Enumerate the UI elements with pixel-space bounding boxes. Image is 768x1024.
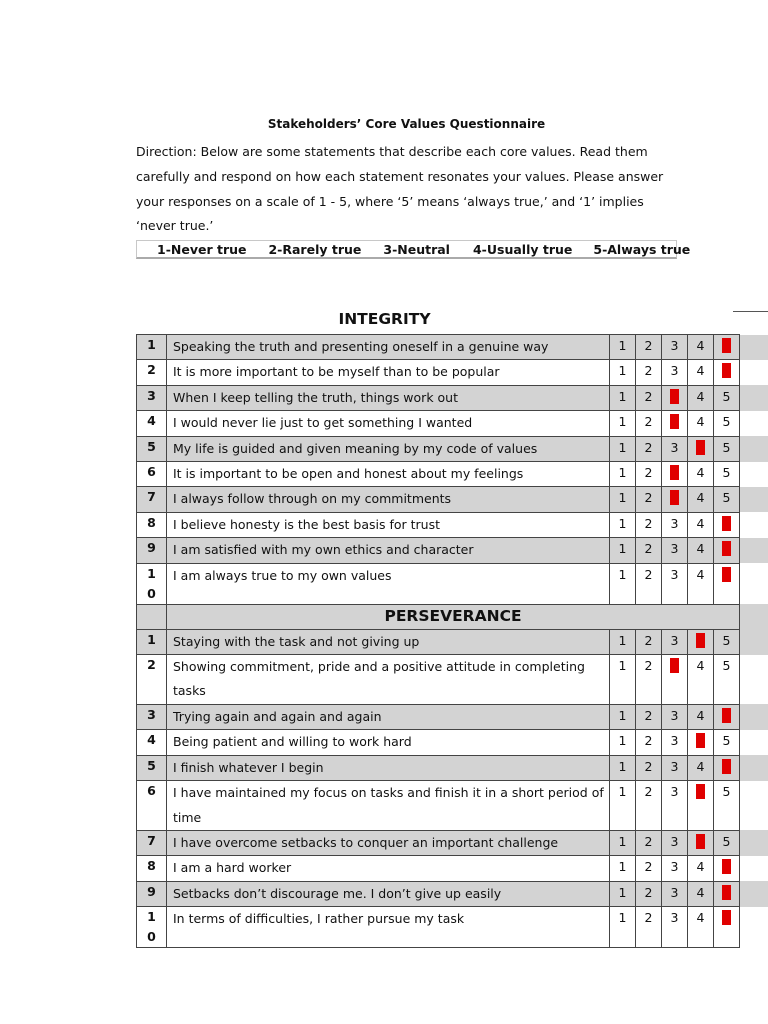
rating-option-2[interactable]: [636, 655, 662, 705]
rating-option-5[interactable]: [714, 730, 740, 755]
rating-value: 5: [722, 338, 731, 353]
rating-value: 5: [722, 632, 731, 648]
rating-value: 1: [618, 465, 627, 481]
section-title-integrity: INTEGRITY: [338, 310, 431, 328]
scale-item: 5-Always true: [593, 241, 691, 257]
rating-option-5[interactable]: [714, 436, 740, 461]
item-statement: I finish whatever I begin: [167, 755, 610, 780]
rating-option-2[interactable]: [636, 563, 662, 604]
header-num-cell: [137, 604, 167, 629]
rating-value: 2: [644, 733, 653, 749]
rating-option-5[interactable]: [714, 655, 740, 705]
rating-value: 1: [618, 363, 627, 379]
rating-option-1[interactable]: [610, 385, 636, 410]
rating-option-5[interactable]: [714, 462, 740, 487]
rating-value: 5: [722, 566, 731, 582]
rating-option-2[interactable]: [636, 538, 662, 563]
rating-value: 3: [670, 439, 679, 455]
rating-option-2[interactable]: [636, 830, 662, 855]
item-number: 6: [137, 781, 167, 831]
rating-option-3[interactable]: [662, 462, 688, 487]
rating-option-5[interactable]: [714, 830, 740, 855]
table-row: [137, 462, 768, 487]
item-statement: I always follow through on my commitments: [167, 487, 610, 512]
rating-option-3[interactable]: [662, 335, 688, 360]
rating-option-2[interactable]: [636, 462, 662, 487]
table-row: [137, 655, 768, 705]
item-statement: It is more important to be myself than to be popular: [167, 360, 610, 385]
rating-option-5[interactable]: [714, 856, 740, 881]
rating-value: 1: [618, 910, 627, 926]
rating-value: 1: [618, 490, 627, 506]
rating-option-2[interactable]: [636, 629, 662, 654]
row-extension: [740, 487, 768, 512]
rating-value: 5: [722, 363, 731, 379]
rating-value: 2: [644, 388, 653, 404]
rating-value: 3: [670, 363, 679, 379]
rating-option-2[interactable]: [636, 411, 662, 436]
rating-value: 4: [696, 632, 705, 648]
rating-value: 1: [618, 658, 627, 674]
rating-value: 4: [696, 439, 705, 455]
scale-legend: [136, 240, 691, 259]
rating-option-2[interactable]: [636, 487, 662, 512]
rating-option-5[interactable]: [714, 563, 740, 604]
row-extension: [740, 385, 768, 410]
rating-value: 4: [696, 733, 705, 749]
rating-option-2[interactable]: [636, 881, 662, 906]
row-extension: [740, 512, 768, 537]
rating-value: 3: [670, 884, 679, 900]
rating-option-3[interactable]: [662, 538, 688, 563]
rating-option-5[interactable]: [714, 411, 740, 436]
questionnaire-table: [136, 334, 768, 948]
row-extension: [740, 335, 768, 360]
rating-value: 3: [670, 566, 679, 582]
item-number: 2: [137, 655, 167, 705]
rating-option-4[interactable]: [688, 385, 714, 410]
rating-option-1[interactable]: [610, 436, 636, 461]
section-header-row: [137, 604, 768, 629]
rating-value: 3: [670, 541, 679, 557]
rating-value: 4: [696, 338, 705, 353]
rating-option-1[interactable]: [610, 856, 636, 881]
table-row: [137, 512, 768, 537]
rating-option-2[interactable]: [636, 360, 662, 385]
item-statement: When I keep telling the truth, things work out: [167, 385, 610, 410]
item-number: 9: [137, 881, 167, 906]
rating-value: 1: [618, 833, 627, 849]
rating-value: 5: [722, 833, 731, 849]
item-statement: I am satisfied with my own ethics and character: [167, 538, 610, 563]
table-row: [137, 436, 768, 461]
rating-value: 3: [670, 338, 679, 353]
rating-option-4[interactable]: [688, 830, 714, 855]
rating-value: 3: [670, 465, 679, 481]
item-statement: Being patient and willing to work hard: [167, 730, 610, 755]
rating-value: 4: [696, 363, 705, 379]
rating-option-4[interactable]: [688, 704, 714, 729]
item-statement: I would never lie just to get something I wanted: [167, 411, 610, 436]
rating-option-2[interactable]: [636, 512, 662, 537]
scale-item: 4-Usually true: [472, 241, 573, 257]
rating-value: 1: [618, 439, 627, 455]
rating-option-2[interactable]: [636, 781, 662, 831]
rating-option-4[interactable]: [688, 881, 714, 906]
rating-value: 3: [670, 490, 679, 506]
rating-value: 5: [722, 733, 731, 749]
rating-option-3[interactable]: [662, 563, 688, 604]
rating-option-3[interactable]: [662, 856, 688, 881]
page-title: Stakeholders’ Core Values Questionnaire: [267, 117, 546, 131]
rating-option-3[interactable]: [662, 907, 688, 948]
item-statement: I have overcome setbacks to conquer an important challenge: [167, 830, 610, 855]
rating-option-3[interactable]: [662, 385, 688, 410]
rating-option-2[interactable]: [636, 856, 662, 881]
rating-option-5[interactable]: [714, 335, 740, 360]
rating-value: 1: [618, 388, 627, 404]
row-extension: [740, 629, 768, 654]
rating-option-1[interactable]: [610, 512, 636, 537]
rating-option-5[interactable]: [714, 881, 740, 906]
row-extension: [740, 411, 768, 436]
rating-value: 4: [696, 833, 705, 849]
item-statement: I am a hard worker: [167, 856, 610, 881]
rating-value: 2: [644, 541, 653, 557]
table-row: [137, 538, 768, 563]
rating-option-4[interactable]: [688, 563, 714, 604]
rating-value: 3: [670, 733, 679, 749]
rating-value: 2: [644, 414, 653, 430]
item-statement: I have maintained my focus on tasks and finish it in a short period of time: [167, 781, 610, 831]
rating-option-3[interactable]: [662, 411, 688, 436]
item-number: 1: [137, 335, 167, 360]
rating-option-2[interactable]: [636, 755, 662, 780]
item-number: 6: [137, 462, 167, 487]
rating-value: 1: [618, 758, 627, 774]
row-extension: [740, 755, 768, 780]
rating-option-3[interactable]: [662, 755, 688, 780]
table-row: [137, 907, 768, 948]
rating-option-5[interactable]: [714, 512, 740, 537]
rating-option-4[interactable]: [688, 856, 714, 881]
rating-value: 2: [644, 338, 653, 353]
rating-value: 1: [618, 515, 627, 531]
rating-value: 2: [644, 363, 653, 379]
item-number: 3: [137, 704, 167, 729]
rating-value: 2: [644, 784, 653, 800]
rating-value: 5: [722, 884, 731, 900]
row-extension: [740, 538, 768, 563]
row-extension: [740, 881, 768, 906]
rating-option-1[interactable]: [610, 755, 636, 780]
rating-value: 5: [722, 439, 731, 455]
rating-value: 4: [696, 541, 705, 557]
row-extension: [740, 781, 768, 831]
table-row: [137, 335, 768, 360]
rating-option-1[interactable]: [610, 781, 636, 831]
rating-value: 1: [618, 566, 627, 582]
item-statement: It is important to be open and honest about my feelings: [167, 462, 610, 487]
section-title-perseverance: PERSEVERANCE: [167, 604, 740, 629]
table-row: [137, 781, 768, 831]
row-extension: [740, 830, 768, 855]
rating-option-3[interactable]: [662, 781, 688, 831]
item-number: 9: [137, 538, 167, 563]
rating-value: 1: [618, 632, 627, 648]
rating-value: 2: [644, 632, 653, 648]
rating-option-3[interactable]: [662, 655, 688, 705]
rating-value: 2: [644, 465, 653, 481]
table-row: [137, 487, 768, 512]
rating-option-4[interactable]: [688, 360, 714, 385]
item-number: 3: [137, 385, 167, 410]
rating-option-4[interactable]: [688, 512, 714, 537]
rating-value: 3: [670, 910, 679, 926]
rating-value: 4: [696, 414, 705, 430]
rating-value: 1: [618, 859, 627, 875]
rating-option-4[interactable]: [688, 462, 714, 487]
rating-value: 4: [696, 515, 705, 531]
rating-value: 4: [696, 388, 705, 404]
rating-option-5[interactable]: [714, 704, 740, 729]
rating-value: 1: [618, 884, 627, 900]
scale-item: 2-Rarely true: [268, 241, 362, 257]
rating-value: 5: [722, 388, 731, 404]
item-number: 7: [137, 830, 167, 855]
rating-option-2[interactable]: [636, 730, 662, 755]
rating-value: 5: [722, 758, 731, 774]
rating-option-5[interactable]: [714, 360, 740, 385]
rating-option-1[interactable]: [610, 563, 636, 604]
rating-option-3[interactable]: [662, 512, 688, 537]
table-row: [137, 411, 768, 436]
table-row: [137, 881, 768, 906]
scale-item: 3-Neutral: [383, 241, 450, 257]
rating-option-3[interactable]: [662, 704, 688, 729]
rating-value: 4: [696, 566, 705, 582]
rating-option-3[interactable]: [662, 436, 688, 461]
rating-option-1[interactable]: [610, 335, 636, 360]
rating-value: 1: [618, 541, 627, 557]
rating-value: 2: [644, 658, 653, 674]
item-number: 7: [137, 487, 167, 512]
rating-value: 5: [722, 707, 731, 723]
rating-value: 3: [670, 833, 679, 849]
item-number: 2: [137, 360, 167, 385]
rating-option-4[interactable]: [688, 436, 714, 461]
rating-option-5[interactable]: [714, 538, 740, 563]
rating-value: 1: [618, 707, 627, 723]
table-row: [137, 830, 768, 855]
rating-option-1[interactable]: [610, 629, 636, 654]
rating-value: 3: [670, 388, 679, 404]
edge-divider: [733, 311, 768, 312]
table-row: [137, 755, 768, 780]
rating-value: 2: [644, 515, 653, 531]
rating-option-1[interactable]: [610, 360, 636, 385]
rating-value: 5: [722, 910, 731, 926]
rating-value: 2: [644, 884, 653, 900]
scale-item: 1-Never true: [157, 241, 247, 257]
item-statement: Speaking the truth and presenting oneself in a genuine way: [167, 335, 610, 360]
rating-option-5[interactable]: [714, 907, 740, 948]
rating-option-1[interactable]: [610, 411, 636, 436]
rating-value: 2: [644, 490, 653, 506]
rating-value: 5: [722, 490, 731, 506]
rating-value: 4: [696, 859, 705, 875]
rating-option-4[interactable]: [688, 629, 714, 654]
rating-option-4[interactable]: [688, 538, 714, 563]
rating-value: 3: [670, 707, 679, 723]
rating-value: 4: [696, 707, 705, 723]
table-row: [137, 629, 768, 654]
rating-value: 3: [670, 658, 679, 674]
item-statement: In terms of difficulties, I rather pursue my task: [167, 907, 610, 948]
rating-value: 2: [644, 758, 653, 774]
item-statement: I am always true to my own values: [167, 563, 610, 604]
rating-value: 2: [644, 707, 653, 723]
item-number: 4: [137, 730, 167, 755]
row-extension: [740, 563, 768, 604]
item-number: 1: [137, 629, 167, 654]
rating-value: 2: [644, 833, 653, 849]
rating-option-1[interactable]: [610, 655, 636, 705]
row-extension: [740, 436, 768, 461]
rating-option-3[interactable]: [662, 629, 688, 654]
table-row: [137, 730, 768, 755]
rating-value: 4: [696, 784, 705, 800]
rating-value: 2: [644, 566, 653, 582]
table-row: [137, 360, 768, 385]
rating-value: 2: [644, 439, 653, 455]
rating-value: 4: [696, 910, 705, 926]
rating-value: 4: [696, 884, 705, 900]
rating-option-1[interactable]: [610, 704, 636, 729]
rating-value: 2: [644, 859, 653, 875]
item-number: 5: [137, 436, 167, 461]
rating-option-1[interactable]: [610, 487, 636, 512]
rating-value: 3: [670, 758, 679, 774]
rating-option-1[interactable]: [610, 907, 636, 948]
table-row: [137, 563, 768, 604]
rating-option-2[interactable]: [636, 385, 662, 410]
item-statement: Setbacks don’t discourage me. I don’t give up easily: [167, 881, 610, 906]
table-row: [137, 385, 768, 410]
rating-value: 5: [722, 658, 731, 674]
rating-option-1[interactable]: [610, 538, 636, 563]
item-number: 1 0: [137, 563, 167, 604]
rating-value: 3: [670, 859, 679, 875]
item-number: 8: [137, 512, 167, 537]
rating-option-3[interactable]: [662, 360, 688, 385]
rating-option-3[interactable]: [662, 730, 688, 755]
rating-value: 4: [696, 490, 705, 506]
table-row: [137, 704, 768, 729]
rating-value: 4: [696, 658, 705, 674]
table-row: [137, 856, 768, 881]
rating-option-4[interactable]: [688, 730, 714, 755]
rating-option-4[interactable]: [688, 781, 714, 831]
rating-value: 5: [722, 515, 731, 531]
rating-value: 1: [618, 784, 627, 800]
item-statement: I believe honesty is the best basis for trust: [167, 512, 610, 537]
rating-option-3[interactable]: [662, 881, 688, 906]
row-extension: [740, 655, 768, 705]
row-extension: [740, 604, 768, 629]
item-statement: Trying again and again and again: [167, 704, 610, 729]
rating-option-4[interactable]: [688, 411, 714, 436]
rating-value: 2: [644, 910, 653, 926]
rating-value: 5: [722, 541, 731, 557]
rating-value: 5: [722, 465, 731, 481]
rating-value: 1: [618, 414, 627, 430]
row-extension: [740, 856, 768, 881]
item-statement: Showing commitment, pride and a positive attitude in completing tasks: [167, 655, 610, 705]
row-extension: [740, 907, 768, 948]
row-extension: [740, 360, 768, 385]
rating-option-2[interactable]: [636, 704, 662, 729]
row-extension: [740, 704, 768, 729]
row-extension: [740, 462, 768, 487]
item-number: 4: [137, 411, 167, 436]
rating-option-5[interactable]: [714, 385, 740, 410]
rating-option-5[interactable]: [714, 781, 740, 831]
rating-option-5[interactable]: [714, 755, 740, 780]
rating-option-1[interactable]: [610, 730, 636, 755]
rating-value: 3: [670, 414, 679, 430]
rating-option-1[interactable]: [610, 881, 636, 906]
rating-value: 5: [722, 859, 731, 875]
direction-text: Direction: Below are some statements that describe each core values. Read them carefully and respond on how each statement resonates your values. Please answer your responses on a scale of 1 - 5, where ‘5’ means ‘always true,’ and ‘1’ implies ‘never true.’: [136, 144, 664, 234]
rating-value: 4: [696, 758, 705, 774]
rating-value: 3: [670, 632, 679, 648]
rating-value: 1: [618, 733, 627, 749]
rating-option-3[interactable]: [662, 487, 688, 512]
rating-option-2[interactable]: [636, 335, 662, 360]
item-number: 8: [137, 856, 167, 881]
rating-option-5[interactable]: [714, 629, 740, 654]
rating-option-3[interactable]: [662, 830, 688, 855]
rating-option-4[interactable]: [688, 755, 714, 780]
rating-option-4[interactable]: [688, 335, 714, 360]
item-number: 5: [137, 755, 167, 780]
row-extension: [740, 730, 768, 755]
rating-option-2[interactable]: [636, 907, 662, 948]
rating-option-5[interactable]: [714, 487, 740, 512]
rating-option-2[interactable]: [636, 436, 662, 461]
rating-value: 4: [696, 465, 705, 481]
rating-option-1[interactable]: [610, 462, 636, 487]
rating-value: 3: [670, 784, 679, 800]
rating-option-4[interactable]: [688, 907, 714, 948]
rating-option-4[interactable]: [688, 487, 714, 512]
rating-value: 1: [618, 338, 627, 353]
rating-option-1[interactable]: [610, 830, 636, 855]
item-number: 1 0: [137, 907, 167, 948]
item-statement: My life is guided and given meaning by my code of values: [167, 436, 610, 461]
item-statement: Staying with the task and not giving up: [167, 629, 610, 654]
rating-option-4[interactable]: [688, 655, 714, 705]
rating-value: 5: [722, 784, 731, 800]
rating-value: 5: [722, 414, 731, 430]
rating-value: 3: [670, 515, 679, 531]
